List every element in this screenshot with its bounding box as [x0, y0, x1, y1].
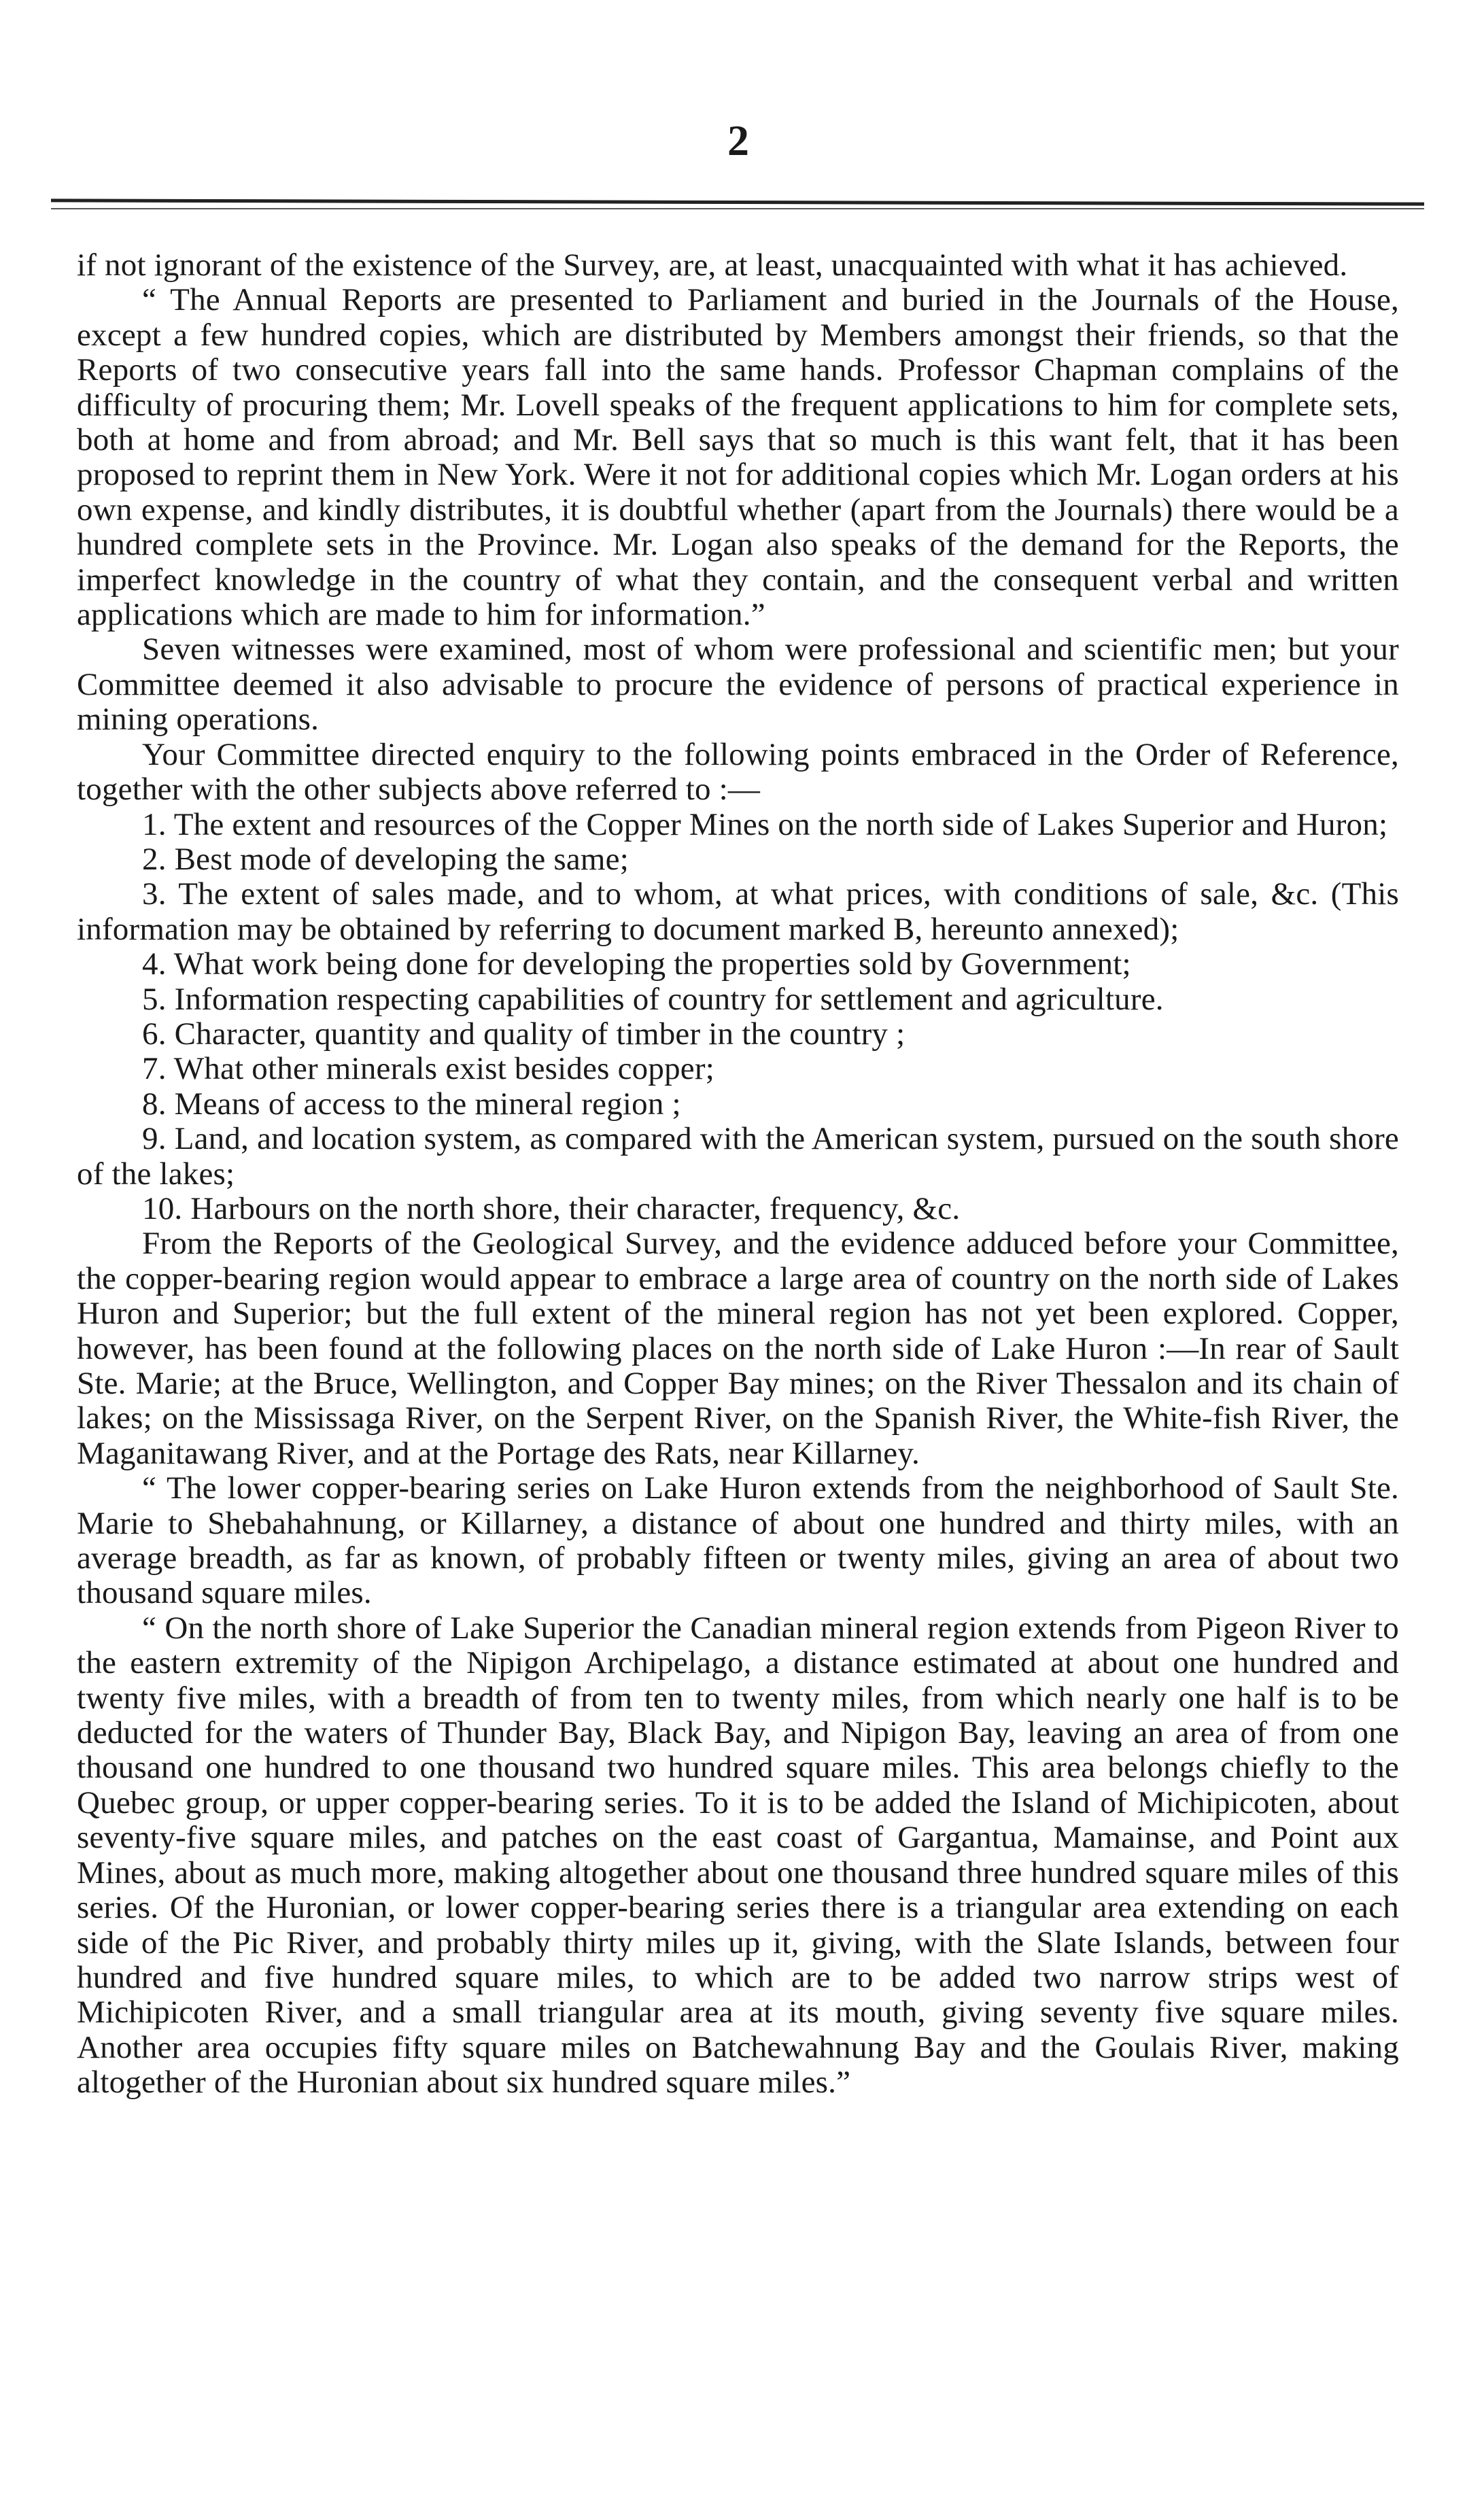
- paragraph-lake-superior-region: “ On the north shore of Lake Superior the Canadian mineral region extends from Pigeon River to the eastern extremity of the Nipigon Archipelago, a distance estimated at about one hundred and twenty five miles, with a breadth of from ten to twenty miles, from which nearly one half is to be deducted for the waters of Thunder Bay, Black Bay, and Nipigon Bay, leaving an area of from one thousand one hundred to one thousand two hundred square miles. This area belongs chiefly to the Quebec group, or upper copper-bearing series. To it is to be added the Island of Michipicoten, about seventy-five square miles, and patches on the east coast of Gargantua, Mamainse, and Point aux Mines, about as much more, making altogether about one thousand three hundred square miles of this series. Of the Huronian, or lower copper-bearing series there is a triangular area extending on each side of the Pic River, and probably thirty miles up it, giving, with the Slate Islands, between four hundred and five hundred square miles, to which are to be added two narrow strips west of Michipicoten River, and a small triangular area at its mouth, giving seventy five square miles. Another area occupies fifty square miles on Batchewahnung Bay and the Goulais River, making altogether of the Huronian about six hundred square miles.”: [77, 1610, 1399, 2101]
- paragraph-quoted-reports: “ The Annual Reports are presented to Parliament and buried in the Journals of the House, except a few hundred copies, which are distributed by Members amongst their friends, so that the Reports of two consecutive years fall into the same hands. Professor Chapman complains of the difficulty of procuring them; Mr. Lovell speaks of the frequent applications to him for complete sets, both at home and from abroad; and Mr. Bell says that so much is this want felt, that it has been proposed to reprint them in New York. Were it not for additional copies which Mr. Logan orders at his own expense, and kindly distributes, it is doubtful whether (apart from the Journals) there would be a hundred complete sets in the Province. Mr. Logan also speaks of the demand for the Reports, the imperfect knowledge in the country of what they contain, and the consequent verbal and written applications which are made to him for information.”: [77, 282, 1399, 633]
- paragraph-copper-region: From the Reports of the Geological Survey, and the evidence adduced before your Committee, the copper-bearing region would appear to embrace a large area of country on the north side of Lakes Huron and Superior; but the full extent of the mineral region has not yet been explored. Copper, however, has been found at the following places on the north side of Lake Huron :—In rear of Sault Ste. Marie; at the Bruce, Wellington, and Copper Bay mines; on the River Thessalon and its chain of lakes; on the Mississaga River, on the Serpent River, on the Spanish River, the White-fish River, the Maganitawang River, and at the Portage des Rats, near Killarney.: [77, 1226, 1399, 1471]
- header-rule-thin: [51, 208, 1424, 209]
- paragraph-continuation: if not ignorant of the existence of the Survey, are, at least, unacquainted with what it has achieved.: [77, 247, 1348, 283]
- list-item: 7. What other minerals exist besides copper;: [142, 1051, 714, 1087]
- paragraph-witnesses: Seven witnesses were examined, most of whom were professional and scientific men; but your Committee deemed it also advisable to procure the evidence of persons of practical experience in mining operations.: [77, 632, 1399, 738]
- paragraph-lake-huron-series: “ The lower copper-bearing series on Lake Huron extends from the neighborhood of Sault Ste. Marie to Shebahahnung, or Killarney, a distance of about one hundred and thirty miles, with an average breadth, as far as known, of probably fifteen or twenty miles, giving an area of about two thousand square miles.: [77, 1470, 1399, 1611]
- list-item: 1. The extent and resources of the Copper Mines on the north side of Lakes Superior and Huron;: [142, 806, 1388, 842]
- list-item: 10. Harbours on the north shore, their character, frequency, &c.: [142, 1190, 961, 1226]
- page-number: 2: [727, 116, 749, 165]
- paragraph-enquiry-intro: Your Committee directed enquiry to the following points embraced in the Order of Reference, together with the other subjects above referred to :—: [77, 736, 1399, 808]
- list-item: 8. Means of access to the mineral region ;: [142, 1086, 681, 1122]
- list-item: 5. Information respecting capabilities of country for settlement and agriculture.: [142, 981, 1164, 1017]
- header-rule: [51, 199, 1424, 205]
- list-item: 9. Land, and location system, as compared with the American system, pursued on the south shore of the lakes;: [77, 1121, 1399, 1192]
- list-item: 2. Best mode of developing the same;: [142, 841, 629, 877]
- list-item: 4. What work being done for developing the properties sold by Government;: [142, 946, 1131, 982]
- list-item: 6. Character, quantity and quality of timber in the country ;: [142, 1016, 905, 1052]
- body-text: [77, 248, 1399, 2101]
- list-item: 3. The extent of sales made, and to whom, at what prices, with conditions of sale, &c. (This information may be obtained by referring to document marked B, hereunto annexed);: [77, 876, 1399, 947]
